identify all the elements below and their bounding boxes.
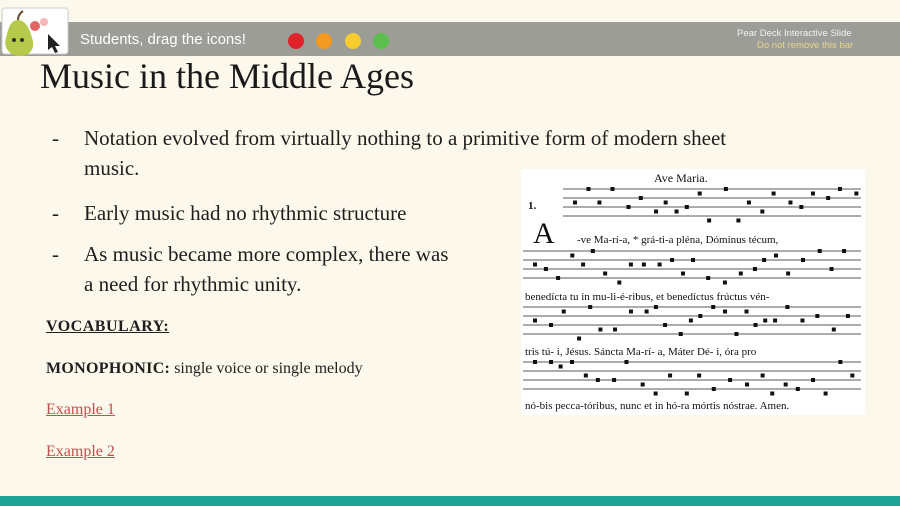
score-number: 1. xyxy=(528,200,537,212)
bullet-dash: - xyxy=(52,201,59,225)
ave-maria-score-image xyxy=(521,169,865,415)
pear-deck-logo xyxy=(0,6,70,56)
bullet-text: music. xyxy=(84,156,140,180)
bullet-text: Notation evolved from virtually nothing to a primitive form of modern sheet xyxy=(84,126,727,150)
vocabulary-heading: VOCABULARY: xyxy=(46,318,170,335)
example-2-link[interactable]: Example 2 xyxy=(46,443,115,460)
bullet-text: As music became more complex, there was xyxy=(84,242,449,266)
bullet-dash: - xyxy=(52,126,59,150)
slide-title: Music in the Middle Ages xyxy=(40,56,414,96)
yellow-dot-icon[interactable] xyxy=(345,33,361,49)
bullet-text: a need for rhythmic unity. xyxy=(84,272,302,296)
monophonic-def: single voice or single melody xyxy=(174,360,363,377)
lyric-line: tris tú- i, Jésus. Sáncta Ma-rí- a, Máter Dé- i, óra pro xyxy=(525,346,757,358)
score-initial: A xyxy=(533,217,555,250)
orange-dot-icon[interactable] xyxy=(316,33,332,49)
lyric-line: benedícta tu in mu-li-é-ribus, et benedíctus frúctus vén- xyxy=(525,291,770,303)
bottom-accent-bar xyxy=(0,496,900,506)
bullet-dash: - xyxy=(52,242,59,266)
monophonic-definition xyxy=(46,360,363,378)
green-dot-icon[interactable] xyxy=(373,33,389,49)
lyric-line: nó-bis pecca-tóribus, nunc et in hó-ra mórtis nóstrae. Amen. xyxy=(525,400,790,412)
score-title: Ave Maria. xyxy=(654,171,708,185)
drag-icons-prompt: Students, drag the icons! xyxy=(80,31,246,48)
example-1-link[interactable]: Example 1 xyxy=(46,401,115,418)
lyric-line: -ve Ma-rí-a, * grá-ti-a pléna, Dóminus técum, xyxy=(577,234,779,246)
peardeck-note: Do not remove this bar xyxy=(757,40,854,51)
peardeck-title: Pear Deck Interactive Slide xyxy=(737,28,852,39)
monophonic-term: MONOPHONIC: xyxy=(46,360,171,377)
red-dot-icon[interactable] xyxy=(288,33,304,49)
bullet-text: Early music had no rhythmic structure xyxy=(84,201,407,225)
